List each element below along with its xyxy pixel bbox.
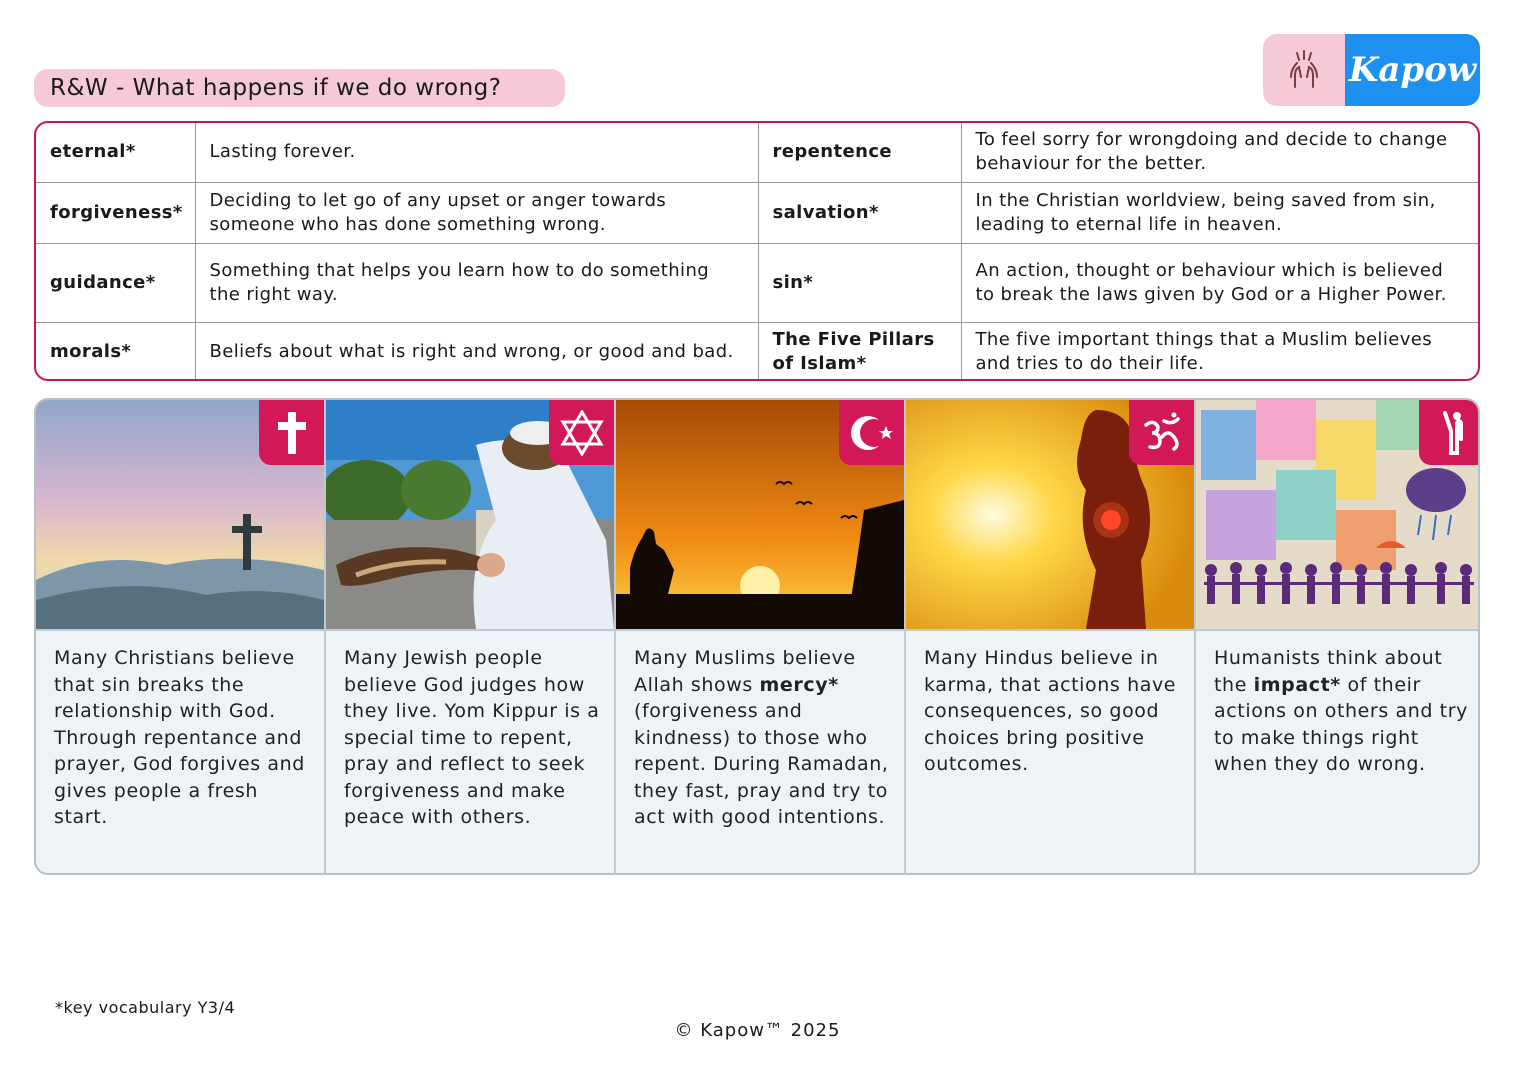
cross-on-hill-image — [36, 400, 324, 629]
panel-caption — [1196, 629, 1480, 873]
page-title — [34, 69, 565, 107]
copyright-notice: © Kapow™ 2025 — [674, 1020, 841, 1041]
vocab-term: eternal* — [36, 123, 195, 182]
religion-panels — [34, 398, 1480, 875]
people-painting-image — [1196, 400, 1480, 629]
vocab-term: guidance* — [36, 243, 195, 322]
caption-text: Humanists think about the — [1214, 647, 1443, 696]
vocab-row — [36, 322, 1478, 381]
caption-text: of their actions on others and try to make things right when they do wrong. — [1214, 673, 1468, 775]
panel-caption: Many Jewish people believe God judges how they live. Yom Kippur is a special time to repent, pray and reflect to seek forgiveness and make peace with others. — [326, 629, 614, 873]
star-crescent-icon — [839, 400, 904, 465]
latin-cross-icon — [259, 400, 324, 465]
christianity-panel — [36, 400, 326, 873]
vocab-term: salvation* — [758, 182, 961, 243]
key-vocabulary-note: *key vocabulary Y3/4 — [55, 998, 236, 1017]
vocab-definition: The five important things that a Muslim believes and tries to do their life. — [961, 322, 1478, 381]
happy-human-icon — [1419, 400, 1480, 465]
vocab-term: sin* — [758, 243, 961, 322]
star-of-david-icon — [549, 400, 614, 465]
judaism-panel — [326, 400, 616, 873]
om-icon — [1129, 400, 1194, 465]
vocab-term: forgiveness* — [36, 182, 195, 243]
vocab-definition: Something that helps you learn how to do something the right way. — [195, 243, 758, 322]
vocab-row — [36, 123, 1478, 182]
vocab-definition: Deciding to let go of any upset or anger towards someone who has done something wrong. — [195, 182, 758, 243]
vocab-definition: To feel sorry for wrongdoing and decide to change behaviour for the better. — [961, 123, 1478, 182]
hinduism-panel — [906, 400, 1196, 873]
vocab-definition: An action, thought or behaviour which is believed to break the laws given by God or a Higher Power. — [961, 243, 1478, 322]
praying-hands-icon — [1263, 34, 1345, 106]
caption-key-term: impact* — [1253, 673, 1341, 696]
caption-key-term: mercy* — [759, 673, 839, 696]
panel-caption — [616, 629, 904, 873]
vocabulary-table — [34, 121, 1480, 381]
islam-panel — [616, 400, 906, 873]
vocab-definition: In the Christian worldview, being saved from sin, leading to eternal life in heaven. — [961, 182, 1478, 243]
karma-silhouette-image — [906, 400, 1194, 629]
vocab-row — [36, 243, 1478, 322]
shofar-image — [326, 400, 614, 629]
vocab-row — [36, 182, 1478, 243]
vocab-term: repentence — [758, 123, 961, 182]
page-title-text: R&W - What happens if we do wrong? — [50, 75, 502, 101]
vocab-term: The Five Pillars of Islam* — [758, 322, 961, 381]
vocab-term: morals* — [36, 322, 195, 381]
vocab-definition: Beliefs about what is right and wrong, or good and bad. — [195, 322, 758, 381]
panel-caption: Many Hindus believe in karma, that actions have consequences, so good choices bring positive outcomes. — [906, 629, 1194, 873]
kapow-logo — [1263, 34, 1480, 106]
humanism-panel — [1196, 400, 1480, 873]
sunset-prayer-image — [616, 400, 904, 629]
caption-text: (forgiveness and kindness) to those who repent. During Ramadan, they fast, pray and try to act with good intentions. — [634, 700, 889, 828]
panel-caption: Many Christians believe that sin breaks the relationship with God. Through repentance and prayer, God forgives and gives people a fresh start. — [36, 629, 324, 873]
logo-wordmark: Kapow — [1345, 34, 1480, 106]
vocab-definition: Lasting forever. — [195, 123, 758, 182]
caption-text: Many Muslims believe Allah shows — [634, 647, 856, 696]
